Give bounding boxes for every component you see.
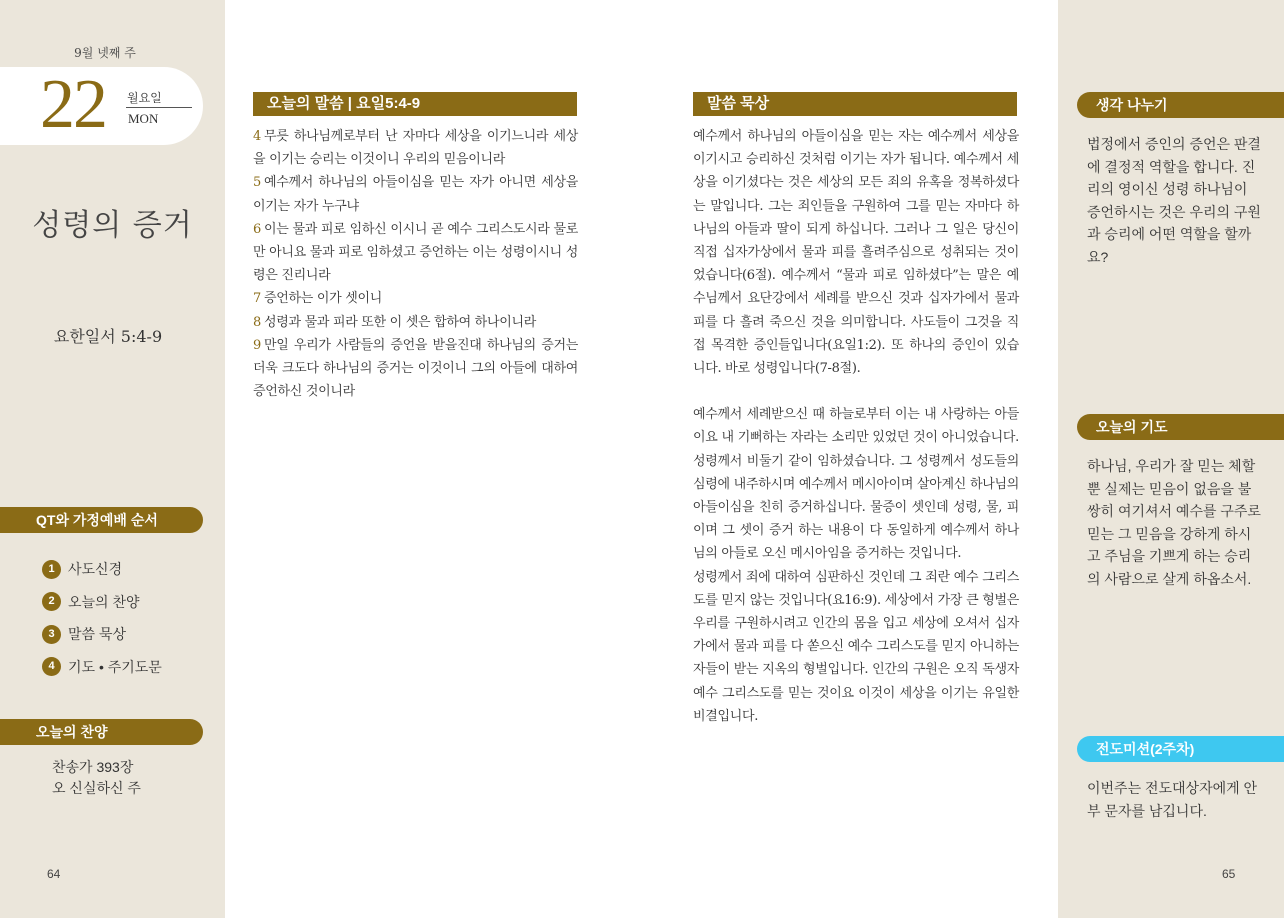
prayer-text: 하나님, 우리가 잘 믿는 체할 뿐 실제는 믿음이 없음을 불쌍히 여기셔서 예수를 구주로 믿는 그 믿음을 강하게 하시고 주님을 기쁘게 하는 승리의 사람으로 살게 하옵소서. <box>1087 458 1261 587</box>
meditation-paragraph: 예수께서 세례받으신 때 하늘로부터 이는 내 사랑하는 아들이요 내 기뻐하는 자라는 소리만 있었던 것이 아니었습니다. 성령께서 비둘기 같이 임하셨습니다. 그 성령께서 성도들의 심령에 내주하시며 예수께서 메시아이며 살아계신 하나님의 아들이심을 친히 증거하십니다. 물증이 셋인데 성령, 물, 피이며 그 셋이 증거 하는 내용이 다 동일하게 예수께서 하나님의 아들로 오신 메시아임을 증거하는 것입니다. <box>693 407 1019 562</box>
page-number-left: 64 <box>47 867 61 881</box>
page-number-right: 65 <box>1222 867 1236 881</box>
scripture-text <box>253 125 578 403</box>
meditation-paragraph: 예수께서 하나님의 아들이심을 믿는 자는 예수께서 세상을 이기시고 승리하신 것처럼 이기는 자가 됩니다. 예수께서 세상을 이기셨다는 것은 세상의 모든 죄의 유혹을 정복하셨다는 말입니다. 그는 죄인들을 구원하여 그를 믿는 자마다 하나님의 아들과 딸이 되게 하십니다. 그러나 그 일은 당신이 직접 십자가상에서 물과 피를 흘려주심으로 성취되는 것이었습니다(6절). 예수께서 “물과 피로 임하셨다”는 말은 예수님께서 요단강에서 세례를 받으신 것과 십자가에서 물과 피를 다 흘려 죽으신 것을 의미합니다. 사도들이 그것을 직접 목격한 증인들입니다(요일1:2). 또 하나의 증인이 있습니다. 바로 성령입니다(7-8절). <box>693 129 1019 377</box>
weekday-divider <box>126 107 192 108</box>
verse-text: 증언하는 이가 셋이니 <box>263 291 382 307</box>
order-item-label: 오늘의 찬양 <box>68 593 140 610</box>
meditation-header: 말씀 묵상 <box>693 92 1017 116</box>
order-list <box>42 553 162 683</box>
order-number-badge: 3 <box>42 625 61 644</box>
prayer-header: 오늘의 기도 <box>1077 414 1284 440</box>
verse-text: 예수께서 하나님의 아들이심을 믿는 자가 아니면 세상을 이기는 자가 누구냐 <box>253 175 578 214</box>
order-item <box>42 651 162 684</box>
hymn-number: 찬송가 393장 <box>52 759 134 775</box>
order-item <box>42 586 162 619</box>
order-number-badge: 4 <box>42 657 61 676</box>
share-text: 법정에서 증인의 증언은 판결에 결정적 역할을 합니다. 진리의 영이신 성령 하나님이 증언하시는 것은 우리의 구원과 승리에 어떤 역할을 할까요? <box>1087 136 1261 265</box>
verse-text: 이는 물과 피로 임하신 이시니 곧 예수 그리스도시라 물로만 아니요 물과 피로 임하셨고 증언하는 이는 성령이시니 성령은 진리니라 <box>253 221 578 284</box>
hymn-block <box>52 757 141 799</box>
order-number-badge: 2 <box>42 592 61 611</box>
paragraph-spacer <box>693 380 1019 403</box>
hymn-title: 오 신실하신 주 <box>52 780 141 796</box>
order-item-label: 기도 • 주기도문 <box>68 658 162 675</box>
verse-number: 8 <box>253 314 261 330</box>
verse-text: 만일 우리가 사람들의 증언을 받을진대 하나님의 증거는 더욱 크도다 하나님의 증거는 이것이니 그의 아들에 대하여 증언하신 것이니라 <box>253 337 578 400</box>
verse-number: 4 <box>253 129 261 144</box>
hymn-header: 오늘의 찬양 <box>0 719 203 745</box>
verse-number: 5 <box>253 175 261 191</box>
order-item <box>42 618 162 651</box>
verse-text: 성령과 물과 피라 또한 이 셋은 합하여 하나이니라 <box>263 314 536 330</box>
scripture-header: 오늘의 말씀 | 요일5:4-9 <box>253 92 577 116</box>
share-header: 생각 나누기 <box>1077 92 1284 118</box>
page-title: 성령의 증거 <box>32 208 193 243</box>
verse-number: 7 <box>253 291 261 307</box>
day-number: 22 <box>40 66 106 143</box>
order-item <box>42 553 162 586</box>
order-item-label: 말씀 묵상 <box>68 626 126 643</box>
verse-number: 9 <box>253 337 261 353</box>
mission-text: 이번주는 전도대상자에게 안부 문자를 남깁니다. <box>1087 780 1258 819</box>
order-item-label: 사도신경 <box>68 561 123 578</box>
order-header: QT와 가정예배 순서 <box>0 507 203 533</box>
verse-number: 6 <box>253 221 261 237</box>
scripture-reference: 요한일서 5:4-9 <box>53 327 163 346</box>
meditation-text <box>693 125 1019 728</box>
mission-header: 전도미션(2주차) <box>1077 736 1284 762</box>
verse-text: 무릇 하나님께로부터 난 자마다 세상을 이기느니라 세상을 이기는 승리는 이것이니 우리의 믿음이니라 <box>253 129 578 168</box>
order-number-badge: 1 <box>42 560 61 579</box>
meditation-paragraph: 성령께서 죄에 대하여 심판하신 것인데 그 죄란 예수 그리스도를 믿지 않는 것입니다(요16:9). 세상에서 가장 큰 형벌은 우리를 구원하시려고 인간의 몸을 입고 세상에 오셔서 십자가에서 물과 피를 다 쏟으신 예수 그리스도를 믿지 아니하는 자들이 받는 지옥의 형벌입니다. 인간의 구원은 오직 독생자 예수 그리스도를 믿는 것이요 이것이 세상을 이기는 유일한 비결입니다. <box>693 569 1019 724</box>
weekday-korean: 월요일 <box>127 91 162 105</box>
weekday-english: MON <box>128 111 159 126</box>
week-label: 9월 넷째 주 <box>74 46 136 60</box>
